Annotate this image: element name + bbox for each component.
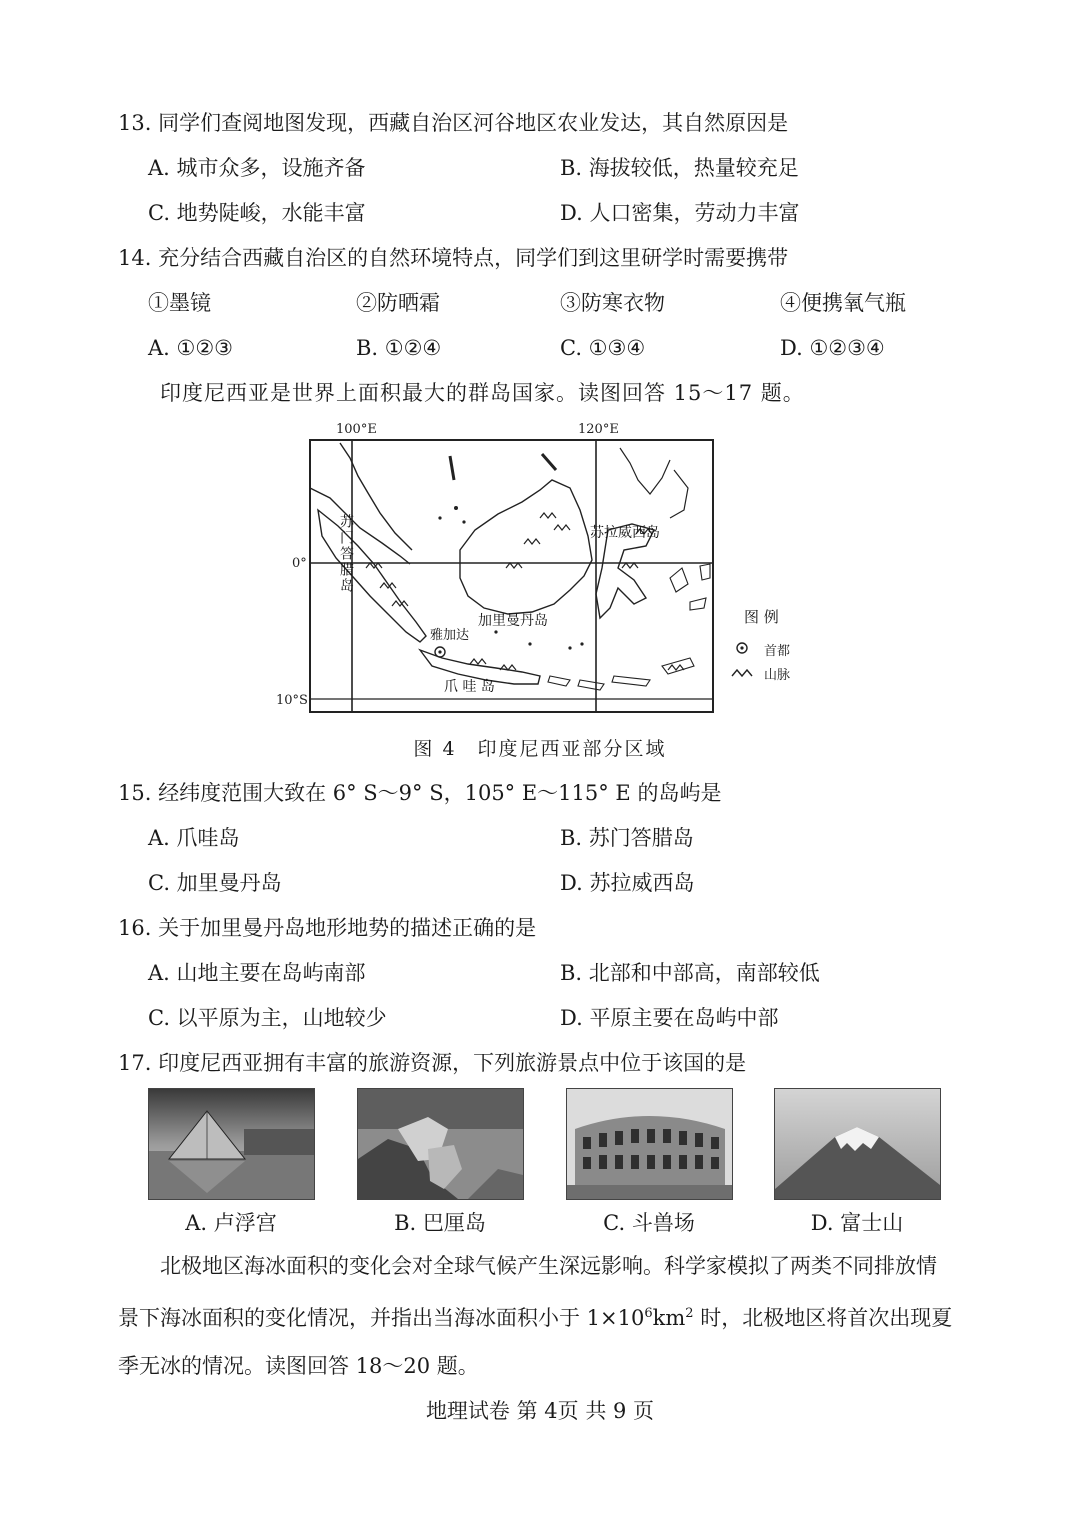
- photo-fuji: [774, 1088, 941, 1200]
- q17-option-d: D. 富士山: [810, 1211, 904, 1235]
- map-lon-100: 100°E: [336, 422, 377, 437]
- q17-option-c: C. 斗兽场: [603, 1211, 695, 1235]
- intro-18-20: [118, 1242, 968, 1390]
- q14-item-1: ①墨镜: [148, 291, 211, 315]
- photo-bali: [357, 1088, 524, 1200]
- map-lon-120: 120°E: [578, 422, 619, 437]
- q15-option-b: B. 苏门答腊岛: [560, 826, 694, 850]
- intro-18-line-1: 北极地区海冰面积的变化会对全球气候产生深远影响。科学家模拟了两类不同排放情: [160, 1254, 937, 1278]
- legend-capital-label: 首都: [764, 644, 791, 659]
- q13-option-d: D. 人口密集，劳动力丰富: [560, 201, 800, 225]
- louvre-image: [149, 1089, 314, 1199]
- map-label-sumatra: 苏门答腊岛: [338, 514, 354, 594]
- q14-option-b: B. ①②④: [356, 336, 442, 360]
- q14-option-d: D. ①②③④: [780, 336, 885, 360]
- photo-colosseum: [566, 1088, 733, 1200]
- q14-option-c: C. ①③④: [560, 336, 646, 360]
- intro-18-line-3: 季无冰的情况。读图回答 18～20 题。: [118, 1354, 479, 1378]
- map-label-sulawesi: 苏拉威西岛: [590, 525, 660, 541]
- map-caption: 图 4 印度尼西亚部分区域: [413, 738, 667, 760]
- q14-option-a: A. ①②③: [148, 336, 233, 360]
- legend-mountain-label: 山脉: [764, 668, 791, 683]
- q15-option-c: C. 加里曼丹岛: [148, 871, 282, 895]
- map-label-jakarta: 雅加达: [430, 628, 470, 643]
- bali-image: [358, 1089, 523, 1199]
- q15-stem: 15. 经纬度范围大致在 6° S～9° S，105° E～115° E 的岛屿是: [118, 781, 722, 805]
- map-label-kalimantan: 加里曼丹岛: [478, 613, 548, 629]
- map-lat-0: 0°: [292, 556, 307, 571]
- q14-item-3: ③防寒衣物: [560, 291, 665, 315]
- q13-option-b: B. 海拔较低，热量较充足: [560, 156, 799, 180]
- q16-option-b: B. 北部和中部高，南部较低: [560, 961, 820, 985]
- fuji-image: [775, 1089, 940, 1199]
- q14-item-4: ④便携氧气瓶: [780, 291, 906, 315]
- map-lat-10s: 10°S: [276, 693, 308, 708]
- q15-option-a: A. 爪哇岛: [148, 826, 240, 850]
- q16-option-a: A. 山地主要在岛屿南部: [148, 961, 366, 985]
- q13-option-a: A. 城市众多，设施齐备: [148, 156, 366, 180]
- q17-option-a: A. 卢浮宫: [185, 1211, 277, 1235]
- photo-louvre: [148, 1088, 315, 1200]
- intro-15-17: 印度尼西亚是世界上面积最大的群岛国家。读图回答 15～17 题。: [160, 381, 805, 405]
- legend-title: 图 例: [744, 608, 779, 626]
- q16-option-c: C. 以平原为主，山地较少: [148, 1006, 387, 1030]
- page-footer: 地理试卷 第 4页 共 9 页: [425, 1399, 655, 1423]
- q13-option-c: C. 地势陡峻，水能丰富: [148, 201, 366, 225]
- q14-stem: 14. 充分结合西藏自治区的自然环境特点，同学们到这里研学时需要携带: [118, 246, 789, 270]
- q15-option-d: D. 苏拉威西岛: [560, 871, 695, 895]
- q14-item-2: ②防晒霜: [356, 291, 440, 315]
- q17-option-b: B. 巴厘岛: [394, 1211, 486, 1235]
- intro-18-line-2: 景下海冰面积的变化情况，并指出当海冰面积小于 $1\times 10^6km^2$ 时，北极地区将首次出现夏: [118, 1306, 953, 1330]
- indonesia-map: [270, 418, 810, 718]
- q16-stem: 16. 关于加里曼丹岛地形地势的描述正确的是: [118, 916, 537, 940]
- colosseum-image: [567, 1089, 732, 1199]
- q17-stem: 17. 印度尼西亚拥有丰富的旅游资源，下列旅游景点中位于该国的是: [118, 1051, 747, 1075]
- q16-option-d: D. 平原主要在岛屿中部: [560, 1006, 779, 1030]
- q13-stem: 13. 同学们查阅地图发现，西藏自治区河谷地区农业发达，其自然原因是: [118, 111, 789, 135]
- map-label-java: 爪 哇 岛: [444, 679, 495, 695]
